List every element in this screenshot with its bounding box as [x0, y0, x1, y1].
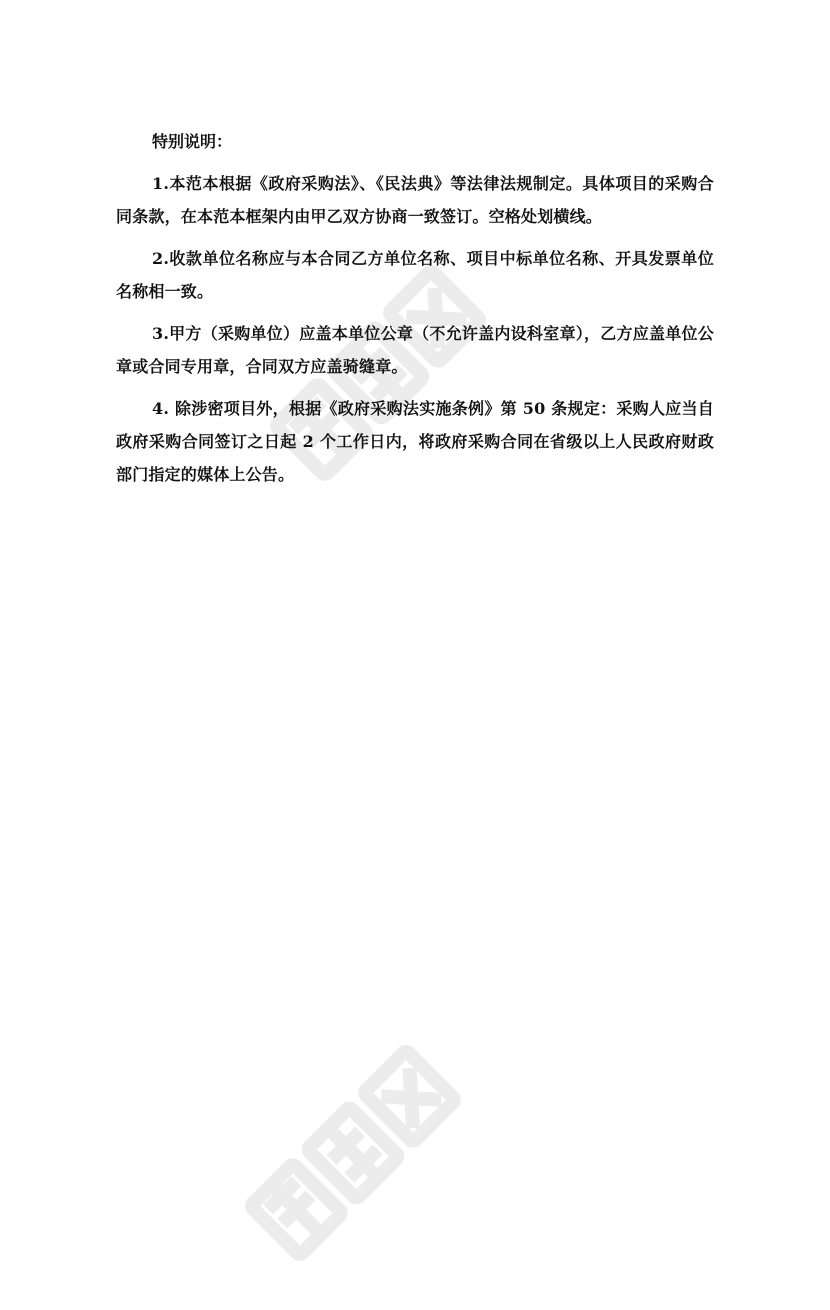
section-heading: 特别说明：	[152, 132, 233, 151]
note-paragraph-4: 4. 除涉密项目外，根据《政府采购法实施条例》第 50 条规定：采购人应当自政府采购合同签订之日起 2 个工作日内，将政府采购合同在省级以上人民政府财政部门指定的媒体上公告。	[116, 399, 714, 484]
note-paragraph-1: 1.本范本根据《政府采购法》、《民法典》等法律法规制定。具体项目的采购合同条款，在本范本框架内由甲乙双方协商一致签订。空格处划横线。	[116, 174, 714, 226]
note-paragraph-2: 2.收款单位名称应与本合同乙方单位名称、项目中标单位名称、开具发票单位名称相一致。	[116, 249, 714, 301]
notes-section	[116, 126, 714, 491]
watermark-stamp-icon-bottom	[210, 1010, 510, 1310]
note-paragraph-3: 3.甲方（采购单位）应盖本单位公章（不允许盖内设科室章），乙方应盖单位公章或合同专用章，合同双方应盖骑缝章。	[116, 324, 714, 376]
